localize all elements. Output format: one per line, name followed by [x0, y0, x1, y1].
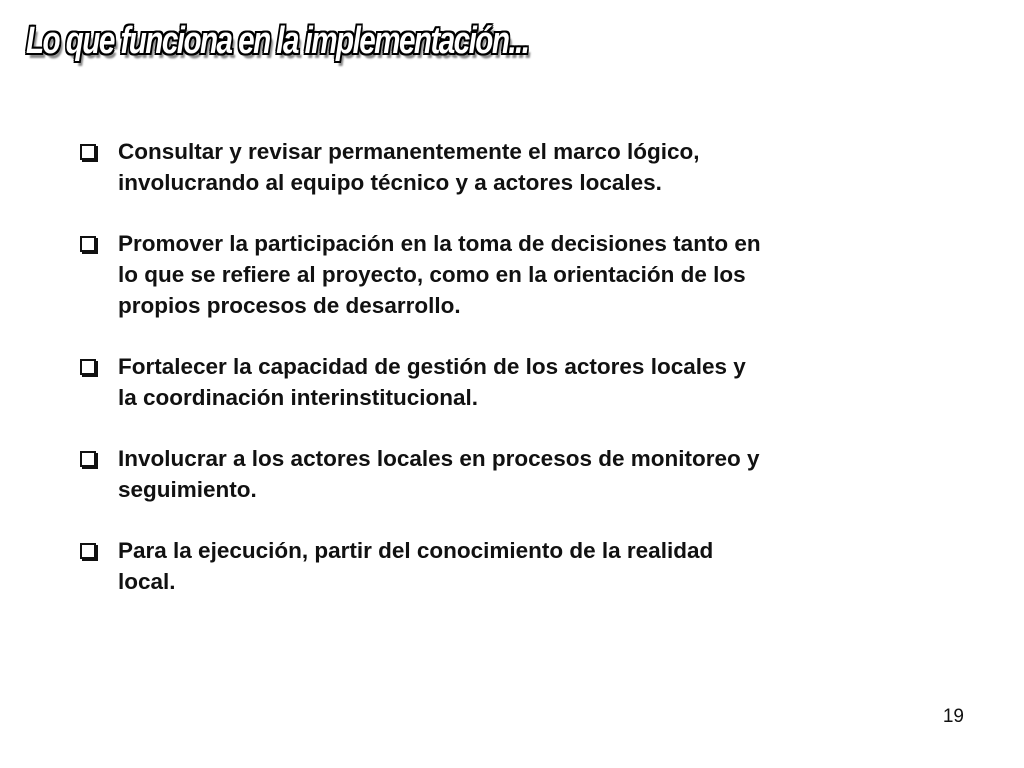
checkbox-bullet-icon: [80, 451, 96, 467]
slide-title: Lo que funciona en la implementación...: [26, 20, 529, 62]
checkbox-bullet-icon: [80, 359, 96, 375]
bullet-item: [78, 228, 768, 321]
bullet-item: [78, 535, 768, 597]
bullet-item: [78, 351, 768, 413]
bullet-text: Promover la participación en la toma de decisiones tanto en lo que se refiere al proyecto, como en la orientación de los propios procesos de desarrollo.: [118, 231, 761, 318]
bullet-list: [78, 136, 768, 627]
bullet-item: [78, 443, 768, 505]
bullet-text: Consultar y revisar permanentemente el marco lógico, involucrando al equipo técnico y a actores locales.: [118, 139, 700, 195]
bullet-text: Fortalecer la capacidad de gestión de los actores locales y la coordinación interinstitucional.: [118, 354, 746, 410]
page-number: 19: [942, 706, 964, 727]
checkbox-bullet-icon: [80, 144, 96, 160]
checkbox-bullet-icon: [80, 543, 96, 559]
checkbox-bullet-icon: [80, 236, 96, 252]
bullet-item: [78, 136, 768, 198]
bullet-text: Involucrar a los actores locales en procesos de monitoreo y seguimiento.: [118, 446, 760, 502]
bullet-text: Para la ejecución, partir del conocimiento de la realidad local.: [118, 538, 714, 594]
